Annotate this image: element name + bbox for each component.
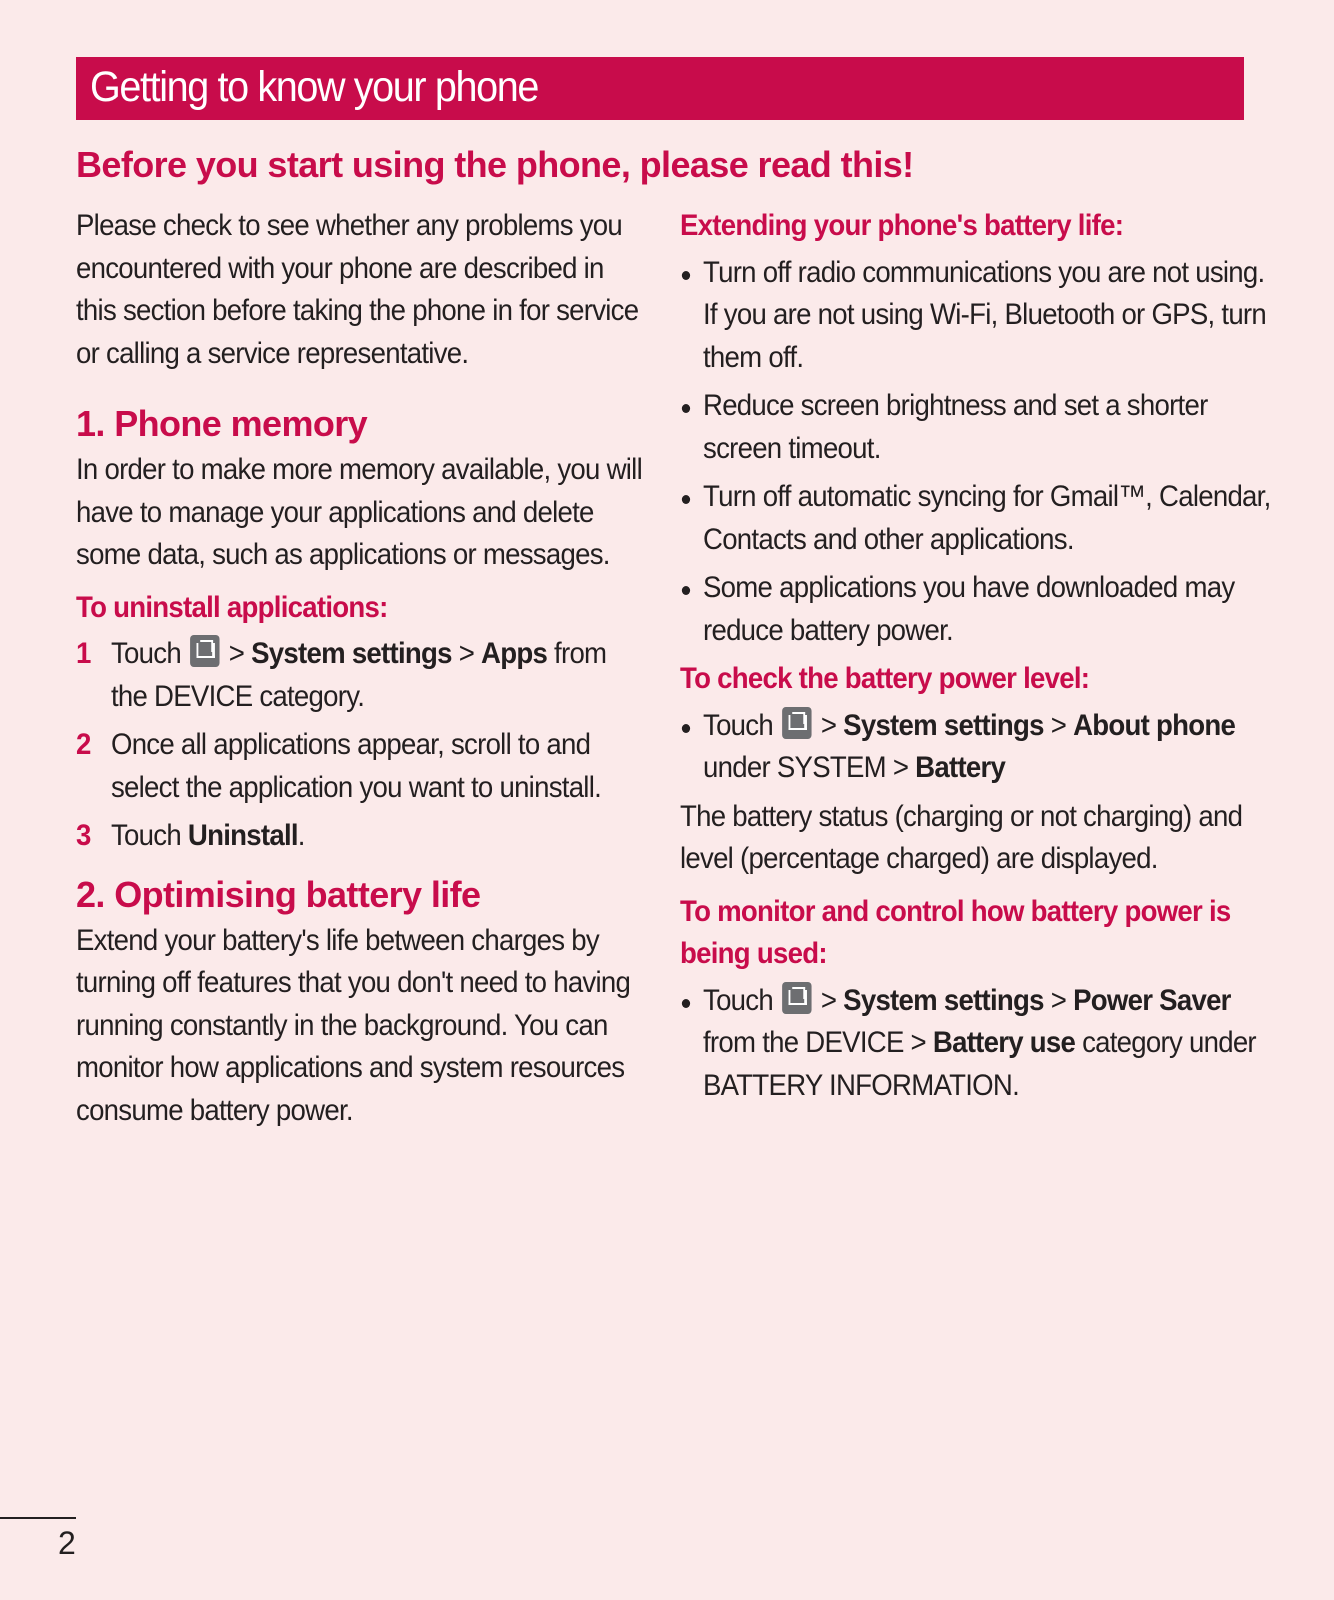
right-column (680, 205, 1270, 1113)
recent-apps-icon (782, 707, 811, 739)
menu-path-system-settings: System settings (843, 708, 1044, 742)
step-text: under SYSTEM > (703, 751, 909, 784)
step-text: category under BATTERY INFORMATION. (703, 1026, 1256, 1102)
chapter-banner (76, 57, 1244, 120)
menu-path-battery: Battery (915, 751, 1006, 784)
recent-apps-icon (190, 635, 219, 667)
intro-paragraph: Please check to see whether any problems you encountered with your phone are described in this section before taking the phone in for service or calling a service representative. (76, 209, 639, 370)
monitor-subheading: To monitor and control how battery power is being used: (680, 894, 1231, 970)
menu-path-battery-use: Battery use (932, 1026, 1076, 1059)
extending-list (680, 252, 1272, 653)
list-item: Turn off automatic syncing for Gmail™, Calendar, Contacts and other applications. (680, 476, 1272, 561)
footer-divider (0, 1517, 76, 1519)
page-number: 2 (58, 1525, 76, 1561)
uninstall-steps (76, 633, 648, 858)
step-text: Touch (110, 637, 181, 670)
check-level-body: The battery status (charging or not charging) and level (percentage charged) are displayed. (680, 799, 1243, 875)
uninstall-subheading: To uninstall applications: (76, 590, 388, 624)
step-number: 1 (76, 637, 91, 670)
list-item (680, 705, 1272, 790)
breadcrumb-separator: > (228, 637, 245, 670)
breadcrumb-separator: > (820, 708, 837, 742)
step-item (76, 724, 648, 809)
menu-path-uninstall: Uninstall (187, 819, 298, 852)
breadcrumb-separator: > (1050, 983, 1067, 1017)
check-level-subheading: To check the battery power level: (680, 662, 1090, 695)
menu-path-power-saver: Power Saver (1073, 983, 1231, 1017)
check-level-list (680, 705, 1272, 790)
step-number: 2 (76, 728, 91, 761)
step-number: 3 (76, 819, 91, 852)
step-text: . (297, 819, 305, 852)
menu-path-apps: Apps (481, 637, 548, 670)
battery-body: Extend your battery's life between charges by turning off features that you don't need to having running constantly in the background. You can monitor how applications and system resources consume battery power. (76, 923, 631, 1127)
step-text: from the DEVICE category. (110, 637, 607, 713)
step-text: Touch (703, 983, 773, 1017)
step-text: Touch (703, 708, 773, 742)
step-text: Touch (110, 819, 181, 852)
section-title-phone-memory: 1. Phone memory (76, 403, 368, 444)
monitor-list (680, 980, 1272, 1108)
list-item: Reduce screen brightness and set a shorter screen timeout. (680, 385, 1272, 470)
breadcrumb-separator: > (458, 637, 475, 670)
extending-subheading: Extending your phone's battery life: (680, 209, 1124, 242)
list-item (680, 980, 1272, 1108)
step-item (76, 815, 648, 858)
recent-apps-icon (782, 982, 811, 1014)
chapter-title: Getting to know your phone (90, 63, 538, 111)
menu-path-system-settings: System settings (251, 637, 452, 670)
breadcrumb-separator: > (820, 983, 837, 1017)
step-text: from the DEVICE > (703, 1026, 926, 1059)
menu-path-system-settings: System settings (843, 983, 1044, 1017)
list-item: Some applications you have downloaded may reduce battery power. (680, 567, 1272, 652)
step-item (76, 633, 648, 718)
left-column (76, 205, 646, 1132)
breadcrumb-separator: > (1050, 708, 1067, 742)
list-item: Turn off radio communications you are not using. If you are not using Wi-Fi, Bluetooth or GPS, turn them off. (680, 252, 1272, 380)
main-heading: Before you start using the phone, please read this! (76, 144, 914, 185)
phone-memory-body: In order to make more memory available, you will have to manage your applications and delete some data, such as applications or messages. (76, 453, 642, 571)
section-title-battery: 2. Optimising battery life (76, 873, 481, 915)
menu-path-about-phone: About phone (1073, 708, 1236, 742)
step-text: Once all applications appear, scroll to and select the application you want to uninstall. (110, 728, 602, 804)
